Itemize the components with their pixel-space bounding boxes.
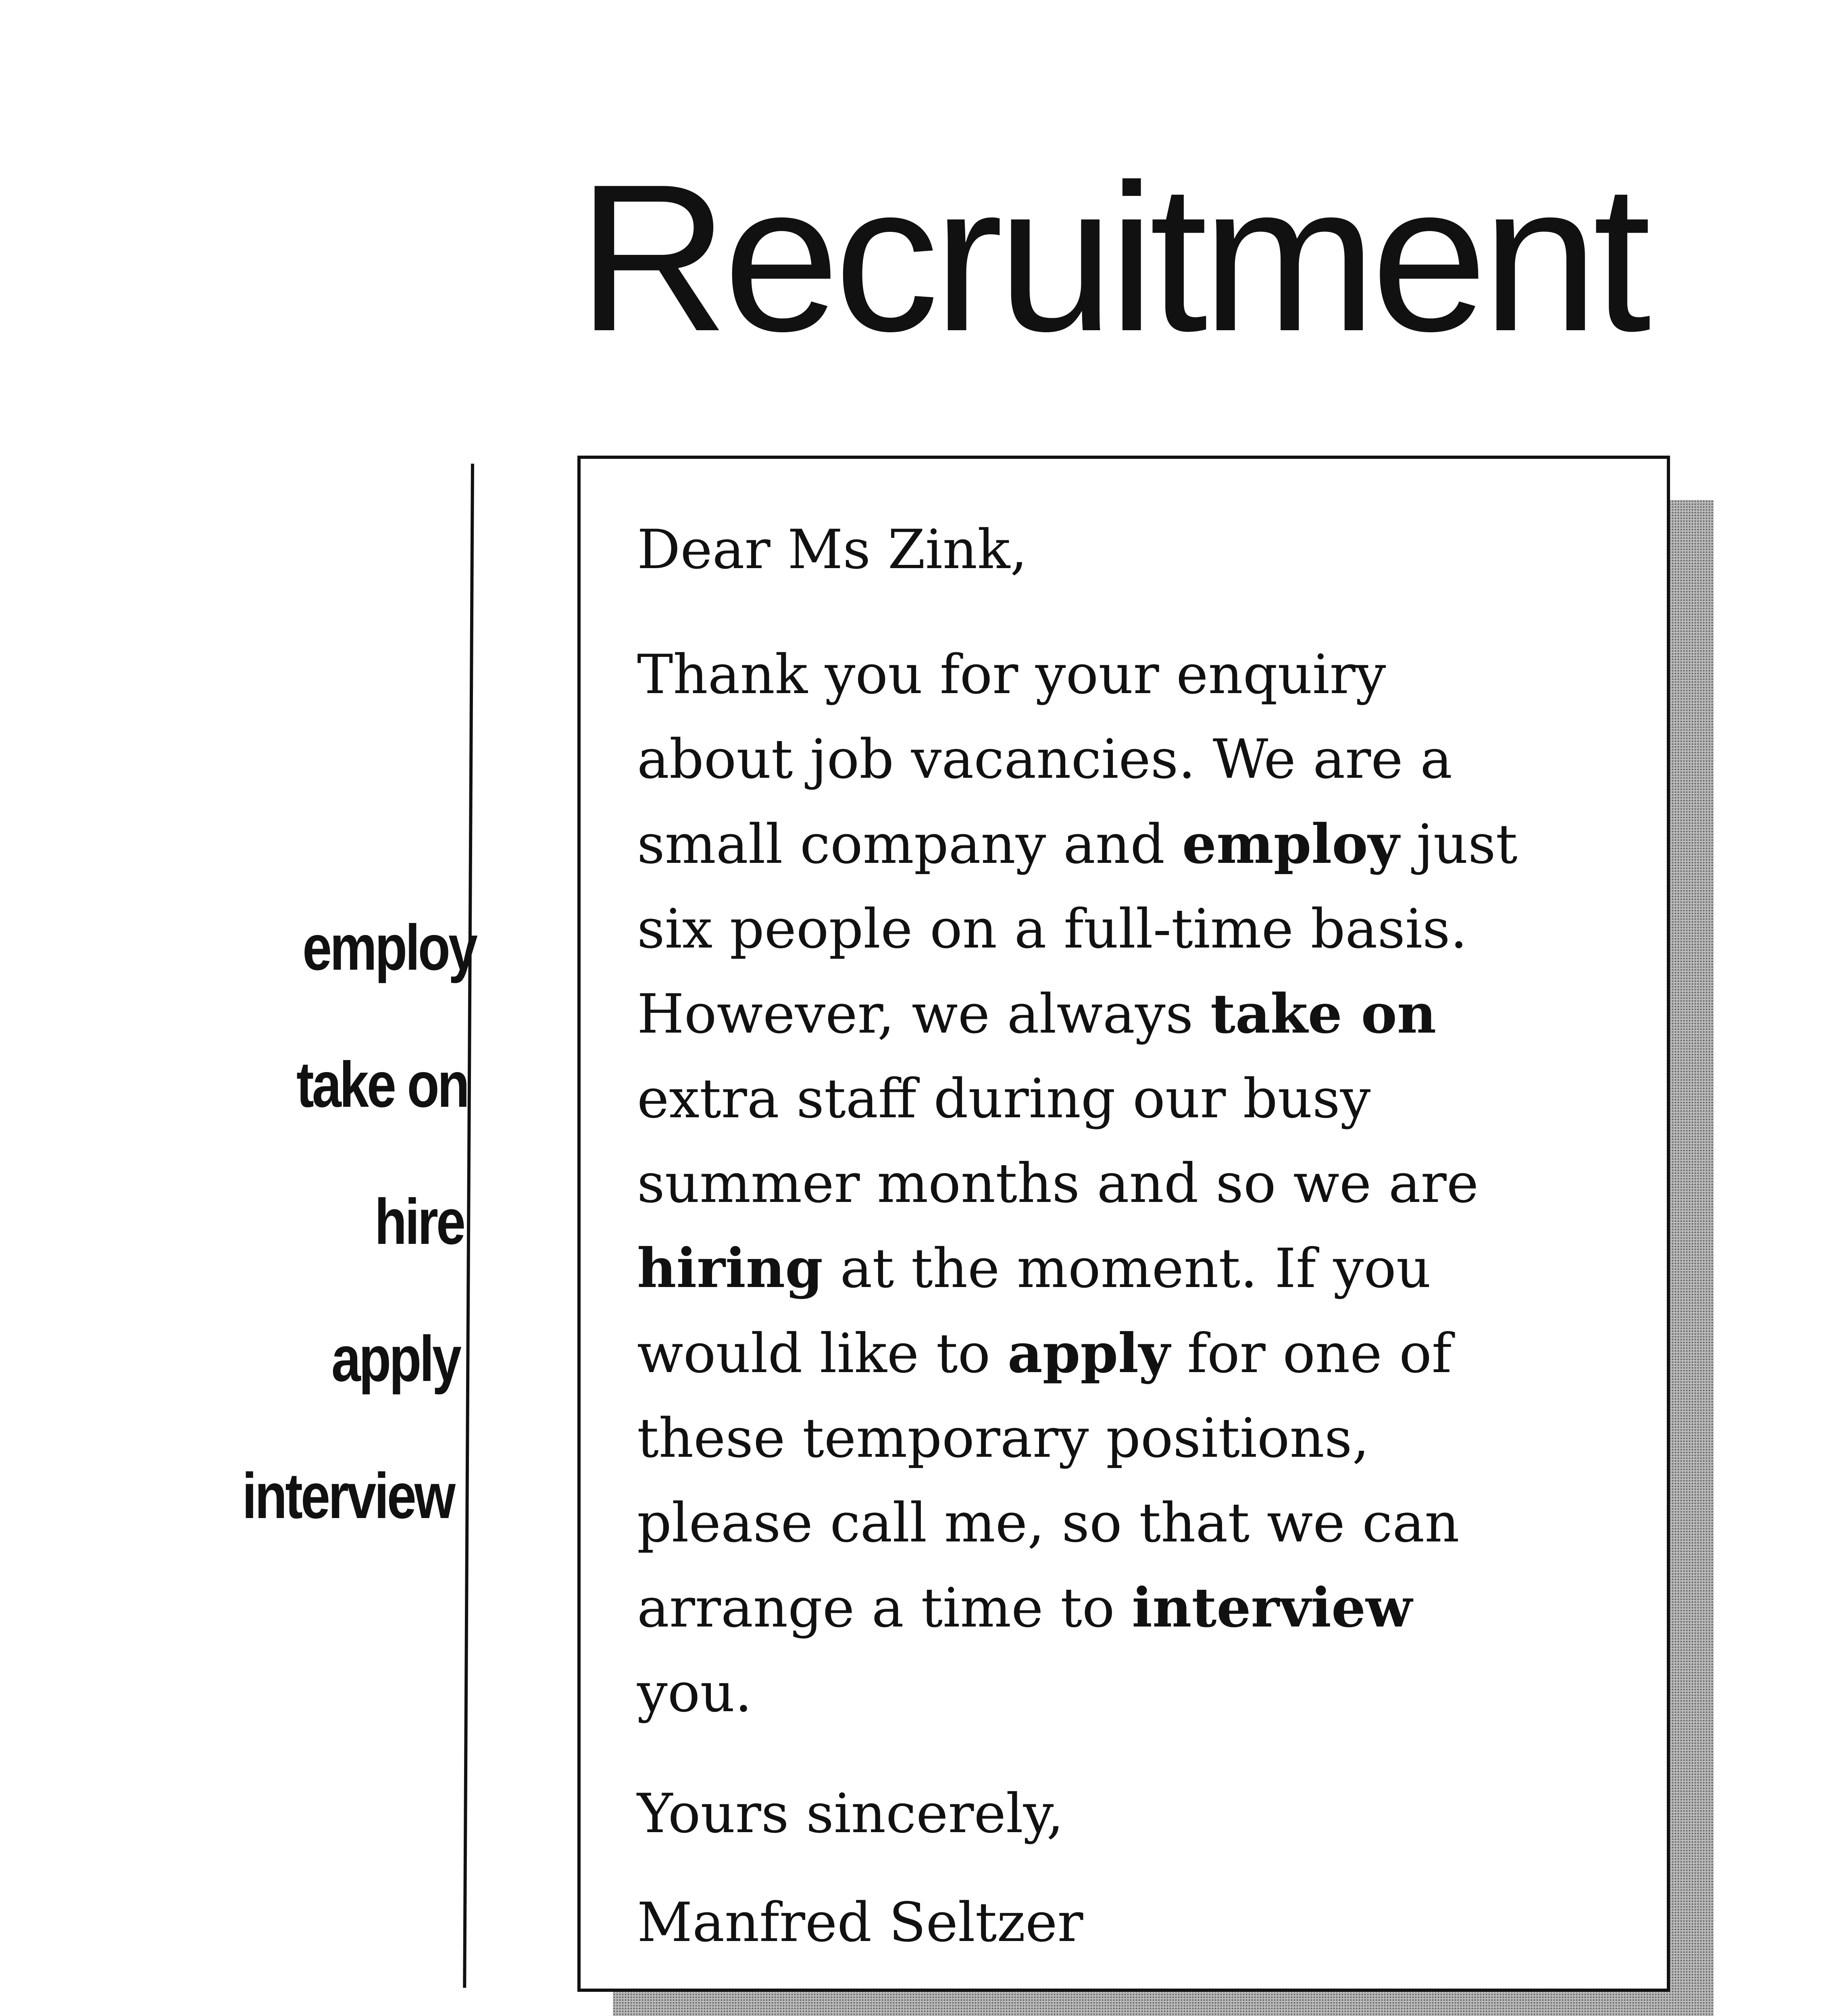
letter-text: small company and: [637, 813, 1182, 876]
letter-line: [637, 1650, 1626, 1735]
letter-box: [577, 456, 1670, 1992]
letter-line: [637, 1481, 1626, 1565]
letter-line: [637, 887, 1626, 971]
letter-line: [637, 802, 1626, 887]
letter-text: at the moment. If you: [823, 1237, 1431, 1300]
letter-line: [637, 632, 1626, 717]
letter-line: [637, 1311, 1626, 1396]
page-title: Recruitment: [577, 141, 1646, 375]
keyword-list: [121, 879, 476, 1564]
letter-text: extra staff during our busy: [637, 1067, 1371, 1130]
letter-line: [637, 717, 1626, 802]
letter-text: just: [1399, 813, 1518, 876]
highlighted-term: apply: [1007, 1321, 1170, 1385]
letter-body: [637, 632, 1626, 1735]
letter-text: six people on a full-time basis.: [637, 898, 1468, 960]
keyword-apply: apply: [331, 1322, 460, 1395]
highlighted-term: hiring: [637, 1236, 823, 1300]
keyword-employ: employ: [302, 911, 476, 983]
letter-text: summer months and so we are: [637, 1152, 1479, 1215]
keyword-interview: interview: [242, 1460, 454, 1532]
letter-text: for one of: [1170, 1322, 1452, 1385]
letter-line: [637, 1056, 1626, 1141]
letter-line: [637, 971, 1626, 1056]
letter-closing: Yours sincerely,: [637, 1782, 1064, 1845]
letter-text: would like to: [637, 1322, 1008, 1385]
keyword-hire: hire: [375, 1185, 464, 1258]
letter-salutation: Dear Ms Zink,: [637, 518, 1027, 581]
letter-text: you.: [637, 1661, 752, 1724]
letter-line: [637, 1141, 1626, 1226]
letter-text: about job vacancies. We are a: [637, 728, 1453, 791]
letter-signature: Manfred Seltzer: [637, 1891, 1083, 1954]
letter-text: please call me, so that we can: [637, 1491, 1460, 1554]
letter-text: these temporary positions,: [637, 1407, 1370, 1470]
highlighted-term: interview: [1132, 1576, 1412, 1639]
letter-text: arrange a time to: [637, 1577, 1132, 1639]
letter-line: [637, 1396, 1626, 1481]
keyword-take-on: take on: [296, 1048, 468, 1120]
letter-line: [637, 1565, 1626, 1650]
letter-text: However, we always: [637, 983, 1211, 1045]
highlighted-term: take on: [1210, 982, 1437, 1045]
highlighted-term: employ: [1182, 812, 1399, 876]
letter-line: [637, 1226, 1626, 1311]
letter-text: Thank you for your enquiry: [637, 643, 1386, 706]
